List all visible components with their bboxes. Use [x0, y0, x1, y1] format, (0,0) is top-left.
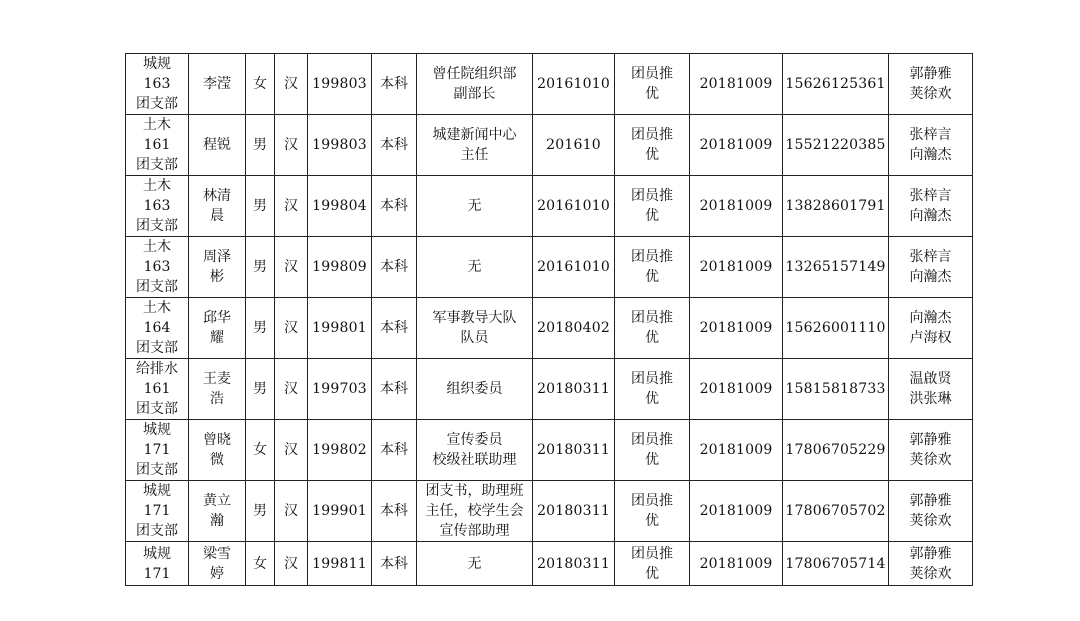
- education-cell: 本科: [372, 115, 417, 176]
- gender-cell: 男: [246, 359, 275, 420]
- phone-cell: 15521220385: [783, 115, 889, 176]
- ethnicity-cell: 汉: [275, 420, 308, 481]
- birth-date-cell: 199811: [308, 542, 372, 586]
- table-row: [126, 298, 973, 359]
- position-cell: 无: [417, 176, 533, 237]
- birth-date-cell: 199809: [308, 237, 372, 298]
- contacts-cell: 郭静雅 荚徐欢: [889, 420, 973, 481]
- phone-cell: 13265157149: [783, 237, 889, 298]
- phone-cell: 15626001110: [783, 298, 889, 359]
- table-row: [126, 115, 973, 176]
- gender-cell: 男: [246, 115, 275, 176]
- name-cell: 邱华 耀: [189, 298, 246, 359]
- branch-cell: 给排水 161 团支部: [126, 359, 189, 420]
- league-join-date-cell: 20180311: [533, 481, 615, 542]
- position-cell: 无: [417, 237, 533, 298]
- gender-cell: 男: [246, 298, 275, 359]
- name-cell: 李滢: [189, 54, 246, 115]
- ethnicity-cell: 汉: [275, 115, 308, 176]
- application-date-cell: 20181009: [690, 115, 783, 176]
- name-cell: 王麦 浩: [189, 359, 246, 420]
- phone-cell: 13828601791: [783, 176, 889, 237]
- application-date-cell: 20181009: [690, 359, 783, 420]
- education-cell: 本科: [372, 481, 417, 542]
- position-cell: 城建新闻中心 主任: [417, 115, 533, 176]
- birth-date-cell: 199802: [308, 420, 372, 481]
- position-cell: 曾任院组织部 副部长: [417, 54, 533, 115]
- application-date-cell: 20181009: [690, 176, 783, 237]
- contacts-cell: 向瀚杰 卢海权: [889, 298, 973, 359]
- contacts-cell: 郭静雅 荚徐欢: [889, 54, 973, 115]
- method-cell: 团员推 优: [615, 115, 690, 176]
- method-cell: 团员推 优: [615, 359, 690, 420]
- name-cell: 林清 晨: [189, 176, 246, 237]
- contacts-cell: 郭静雅 荚徐欢: [889, 481, 973, 542]
- branch-cell: 土木 161 团支部: [126, 115, 189, 176]
- gender-cell: 女: [246, 54, 275, 115]
- method-cell: 团员推 优: [615, 481, 690, 542]
- ethnicity-cell: 汉: [275, 542, 308, 586]
- education-cell: 本科: [372, 54, 417, 115]
- table-row: [126, 420, 973, 481]
- phone-cell: 15815818733: [783, 359, 889, 420]
- position-cell: 无: [417, 542, 533, 586]
- name-cell: 周泽 彬: [189, 237, 246, 298]
- gender-cell: 女: [246, 420, 275, 481]
- method-cell: 团员推 优: [615, 54, 690, 115]
- league-join-date-cell: 20180402: [533, 298, 615, 359]
- name-cell: 梁雪 婷: [189, 542, 246, 586]
- gender-cell: 男: [246, 176, 275, 237]
- ethnicity-cell: 汉: [275, 359, 308, 420]
- contacts-cell: 张梓言 向瀚杰: [889, 237, 973, 298]
- phone-cell: 15626125361: [783, 54, 889, 115]
- gender-cell: 男: [246, 237, 275, 298]
- table-row: [126, 359, 973, 420]
- branch-cell: 土木 164 团支部: [126, 298, 189, 359]
- application-date-cell: 20181009: [690, 542, 783, 586]
- gender-cell: 男: [246, 481, 275, 542]
- table-row: [126, 237, 973, 298]
- method-cell: 团员推 优: [615, 237, 690, 298]
- application-date-cell: 20181009: [690, 237, 783, 298]
- table-row: [126, 54, 973, 115]
- contacts-cell: 温啟贤 洪张琳: [889, 359, 973, 420]
- position-cell: 团支书，助理班 主任，校学生会 宣传部助理: [417, 481, 533, 542]
- branch-cell: 城规 171 团支部: [126, 420, 189, 481]
- application-date-cell: 20181009: [690, 481, 783, 542]
- application-date-cell: 20181009: [690, 298, 783, 359]
- branch-cell: 土木 163 团支部: [126, 176, 189, 237]
- ethnicity-cell: 汉: [275, 481, 308, 542]
- phone-cell: 17806705702: [783, 481, 889, 542]
- birth-date-cell: 199804: [308, 176, 372, 237]
- branch-cell: 城规 171: [126, 542, 189, 586]
- birth-date-cell: 199901: [308, 481, 372, 542]
- branch-cell: 城规 171 团支部: [126, 481, 189, 542]
- education-cell: 本科: [372, 176, 417, 237]
- education-cell: 本科: [372, 420, 417, 481]
- method-cell: 团员推 优: [615, 298, 690, 359]
- education-cell: 本科: [372, 237, 417, 298]
- education-cell: 本科: [372, 542, 417, 586]
- birth-date-cell: 199801: [308, 298, 372, 359]
- table-row: [126, 542, 973, 586]
- position-cell: 军事教导大队 队员: [417, 298, 533, 359]
- contacts-cell: 张梓言 向瀚杰: [889, 176, 973, 237]
- birth-date-cell: 199703: [308, 359, 372, 420]
- education-cell: 本科: [372, 298, 417, 359]
- ethnicity-cell: 汉: [275, 298, 308, 359]
- birth-date-cell: 199803: [308, 54, 372, 115]
- table-row: [126, 481, 973, 542]
- education-cell: 本科: [372, 359, 417, 420]
- contacts-cell: 张梓言 向瀚杰: [889, 115, 973, 176]
- position-cell: 宣传委员 校级社联助理: [417, 420, 533, 481]
- table-row: [126, 176, 973, 237]
- league-join-date-cell: 20161010: [533, 176, 615, 237]
- gender-cell: 女: [246, 542, 275, 586]
- league-join-date-cell: 201610: [533, 115, 615, 176]
- method-cell: 团员推 优: [615, 542, 690, 586]
- table-body: [126, 54, 973, 586]
- birth-date-cell: 199803: [308, 115, 372, 176]
- application-date-cell: 20181009: [690, 420, 783, 481]
- ethnicity-cell: 汉: [275, 54, 308, 115]
- method-cell: 团员推 优: [615, 176, 690, 237]
- phone-cell: 17806705229: [783, 420, 889, 481]
- league-join-date-cell: 20180311: [533, 542, 615, 586]
- league-join-date-cell: 20180311: [533, 420, 615, 481]
- contacts-cell: 郭静雅 荚徐欢: [889, 542, 973, 586]
- ethnicity-cell: 汉: [275, 176, 308, 237]
- ethnicity-cell: 汉: [275, 237, 308, 298]
- method-cell: 团员推 优: [615, 420, 690, 481]
- league-join-date-cell: 20161010: [533, 237, 615, 298]
- league-join-date-cell: 20161010: [533, 54, 615, 115]
- branch-cell: 城规 163 团支部: [126, 54, 189, 115]
- position-cell: 组织委员: [417, 359, 533, 420]
- league-join-date-cell: 20180311: [533, 359, 615, 420]
- phone-cell: 17806705714: [783, 542, 889, 586]
- application-date-cell: 20181009: [690, 54, 783, 115]
- branch-cell: 土木 163 团支部: [126, 237, 189, 298]
- name-cell: 程锐: [189, 115, 246, 176]
- name-cell: 曾晓 微: [189, 420, 246, 481]
- name-cell: 黄立 瀚: [189, 481, 246, 542]
- member-table: [125, 53, 973, 586]
